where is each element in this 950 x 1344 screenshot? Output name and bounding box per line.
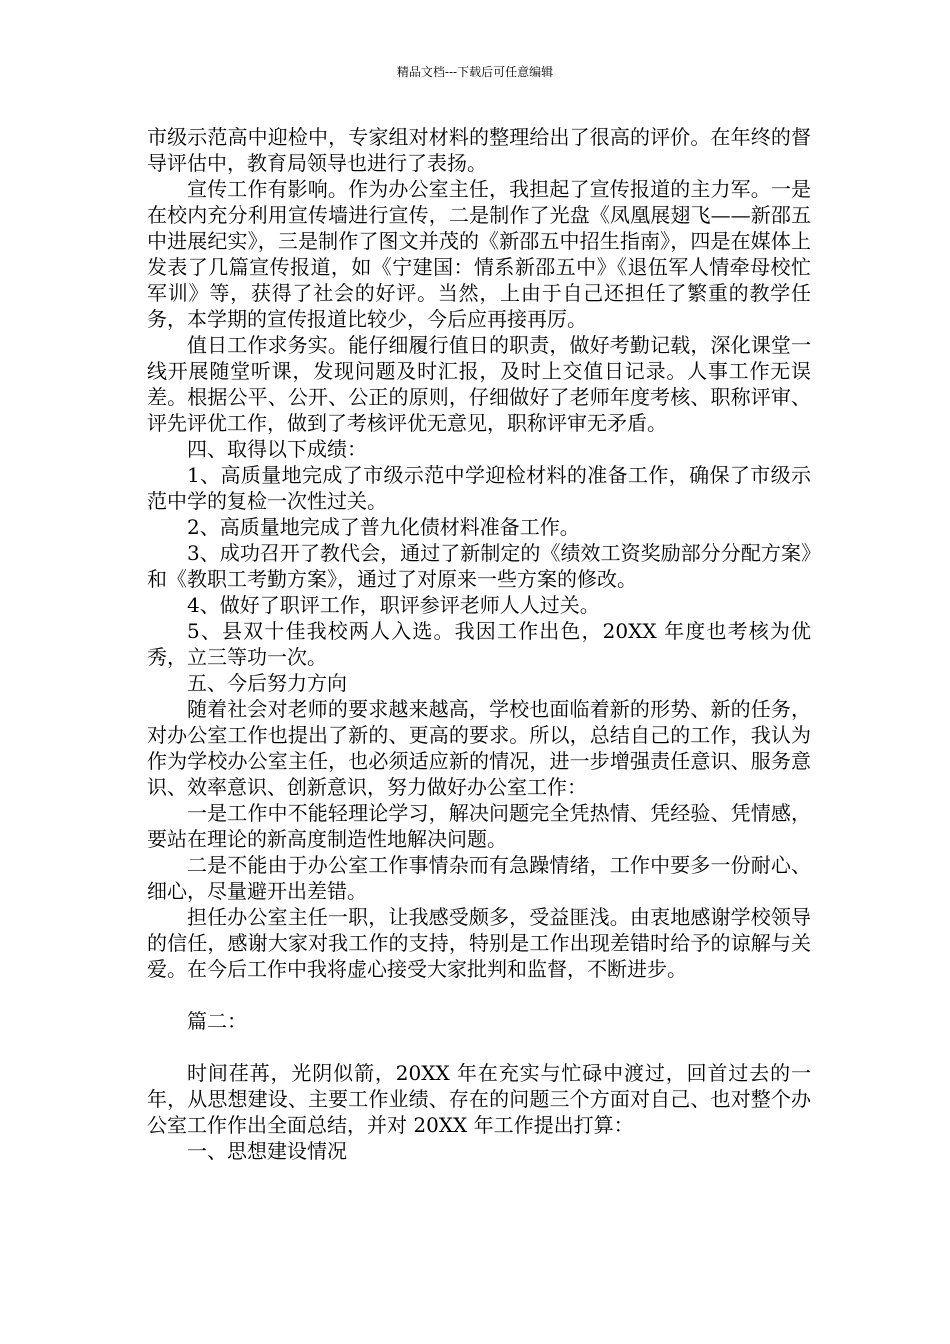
section-heading-5: 五、今后努力方向 bbox=[187, 671, 347, 695]
paragraph-3: 值日工作求务实。能仔细履行值日的职责，做好考勤记载，深化课堂一线开展随堂听课，发现问题及时汇报，及时上交值日记录。人事工作无误差。根据公平、公开、公正的原则，仔细做好了老师年度考核、职称评审、评先评优工作，做到了考核评优无意见，职称评审无矛盾。 bbox=[147, 333, 811, 435]
document-body bbox=[147, 124, 811, 1164]
blank-line bbox=[147, 982, 811, 1008]
paragraph-direction: 随着社会对老师的要求越来越高，学校也面临着新的形势、新的任务，对办公室工作也提出了新的、更高的要求。所以，总结自己的工作，我认为作为学校办公室主任，也必须适应新的情况，进一步增强责任意识、服务意识、效率意识、创新意识，努力做好办公室工作： bbox=[147, 697, 811, 799]
paragraph-intro: 时间荏苒，光阴似箭，20XX 年在充实与忙碌中渡过，回首过去的一年，从思想建设、主要工作业绩、存在的问题三个方面对自己、也对整个办公室工作作出全面总结，并对 20XX 年工作提出打算： bbox=[147, 1061, 811, 1137]
paragraph-1: 市级示范高中迎检中，专家组对材料的整理给出了很高的评价。在年终的督导评估中，教育局领导也进行了表扬。 bbox=[147, 125, 811, 175]
section-heading-4: 四、取得以下成绩： bbox=[187, 437, 367, 461]
list-item-2: 2、高质量地完成了普九化债材料准备工作。 bbox=[187, 515, 580, 539]
paragraph-closing: 担任办公室主任一职，让我感受颇多，受益匪浅。由衷地感谢学校领导的信任，感谢大家对我工作的支持，特别是工作出现差错时给予的谅解与关爱。在今后工作中我将虚心接受大家批判和监督，不断进步。 bbox=[147, 905, 811, 981]
paragraph-point-1: 一是工作中不能轻理论学习，解决问题完全凭热情、凭经验、凭情感，要站在理论的新高度制造性地解决问题。 bbox=[147, 801, 811, 851]
list-item-5: 5、县双十佳我校两人入选。我因工作出色，20XX 年度也考核为优秀，立三等功一次。 bbox=[147, 619, 811, 669]
blank-line bbox=[147, 1034, 811, 1060]
page-header: 精品文档---下载后可任意编辑 bbox=[396, 65, 554, 79]
paragraph-point-2: 二是不能由于办公室工作事情杂而有急躁情绪，工作中要多一份耐心、细心，尽量避开出差错。 bbox=[147, 853, 811, 903]
paragraph-2: 宣传工作有影响。作为办公室主任，我担起了宣传报道的主力军。一是在校内充分利用宣传墙进行宣传，二是制作了光盘《凤凰展翅飞——新邵五中进展纪实》，三是制作了图文并茂的《新邵五中招生指南》，四是在媒体上发表了几篇宣传报道，如《宁建国：情系新邵五中》《退伍军人情牵母校忙军训》等，获得了社会的好评。当然，上由于自己还担任了繁重的教学任务，本学期的宣传报道比较少，今后应再接再厉。 bbox=[147, 177, 811, 331]
list-item-1: 1、高质量地完成了市级示范中学迎检材料的准备工作，确保了市级示范中学的复检一次性过关。 bbox=[147, 463, 811, 513]
section-heading-1: 一、思想建设情况 bbox=[187, 1139, 347, 1163]
chapter-heading: 篇二： bbox=[187, 1009, 247, 1033]
list-item-4: 4、做好了职评工作，职评参评老师人人过关。 bbox=[187, 593, 600, 617]
list-item-3: 3、成功召开了教代会，通过了新制定的《绩效工资奖励部分分配方案》和《教职工考勤方案》，通过了对原来一些方案的修改。 bbox=[147, 541, 811, 591]
